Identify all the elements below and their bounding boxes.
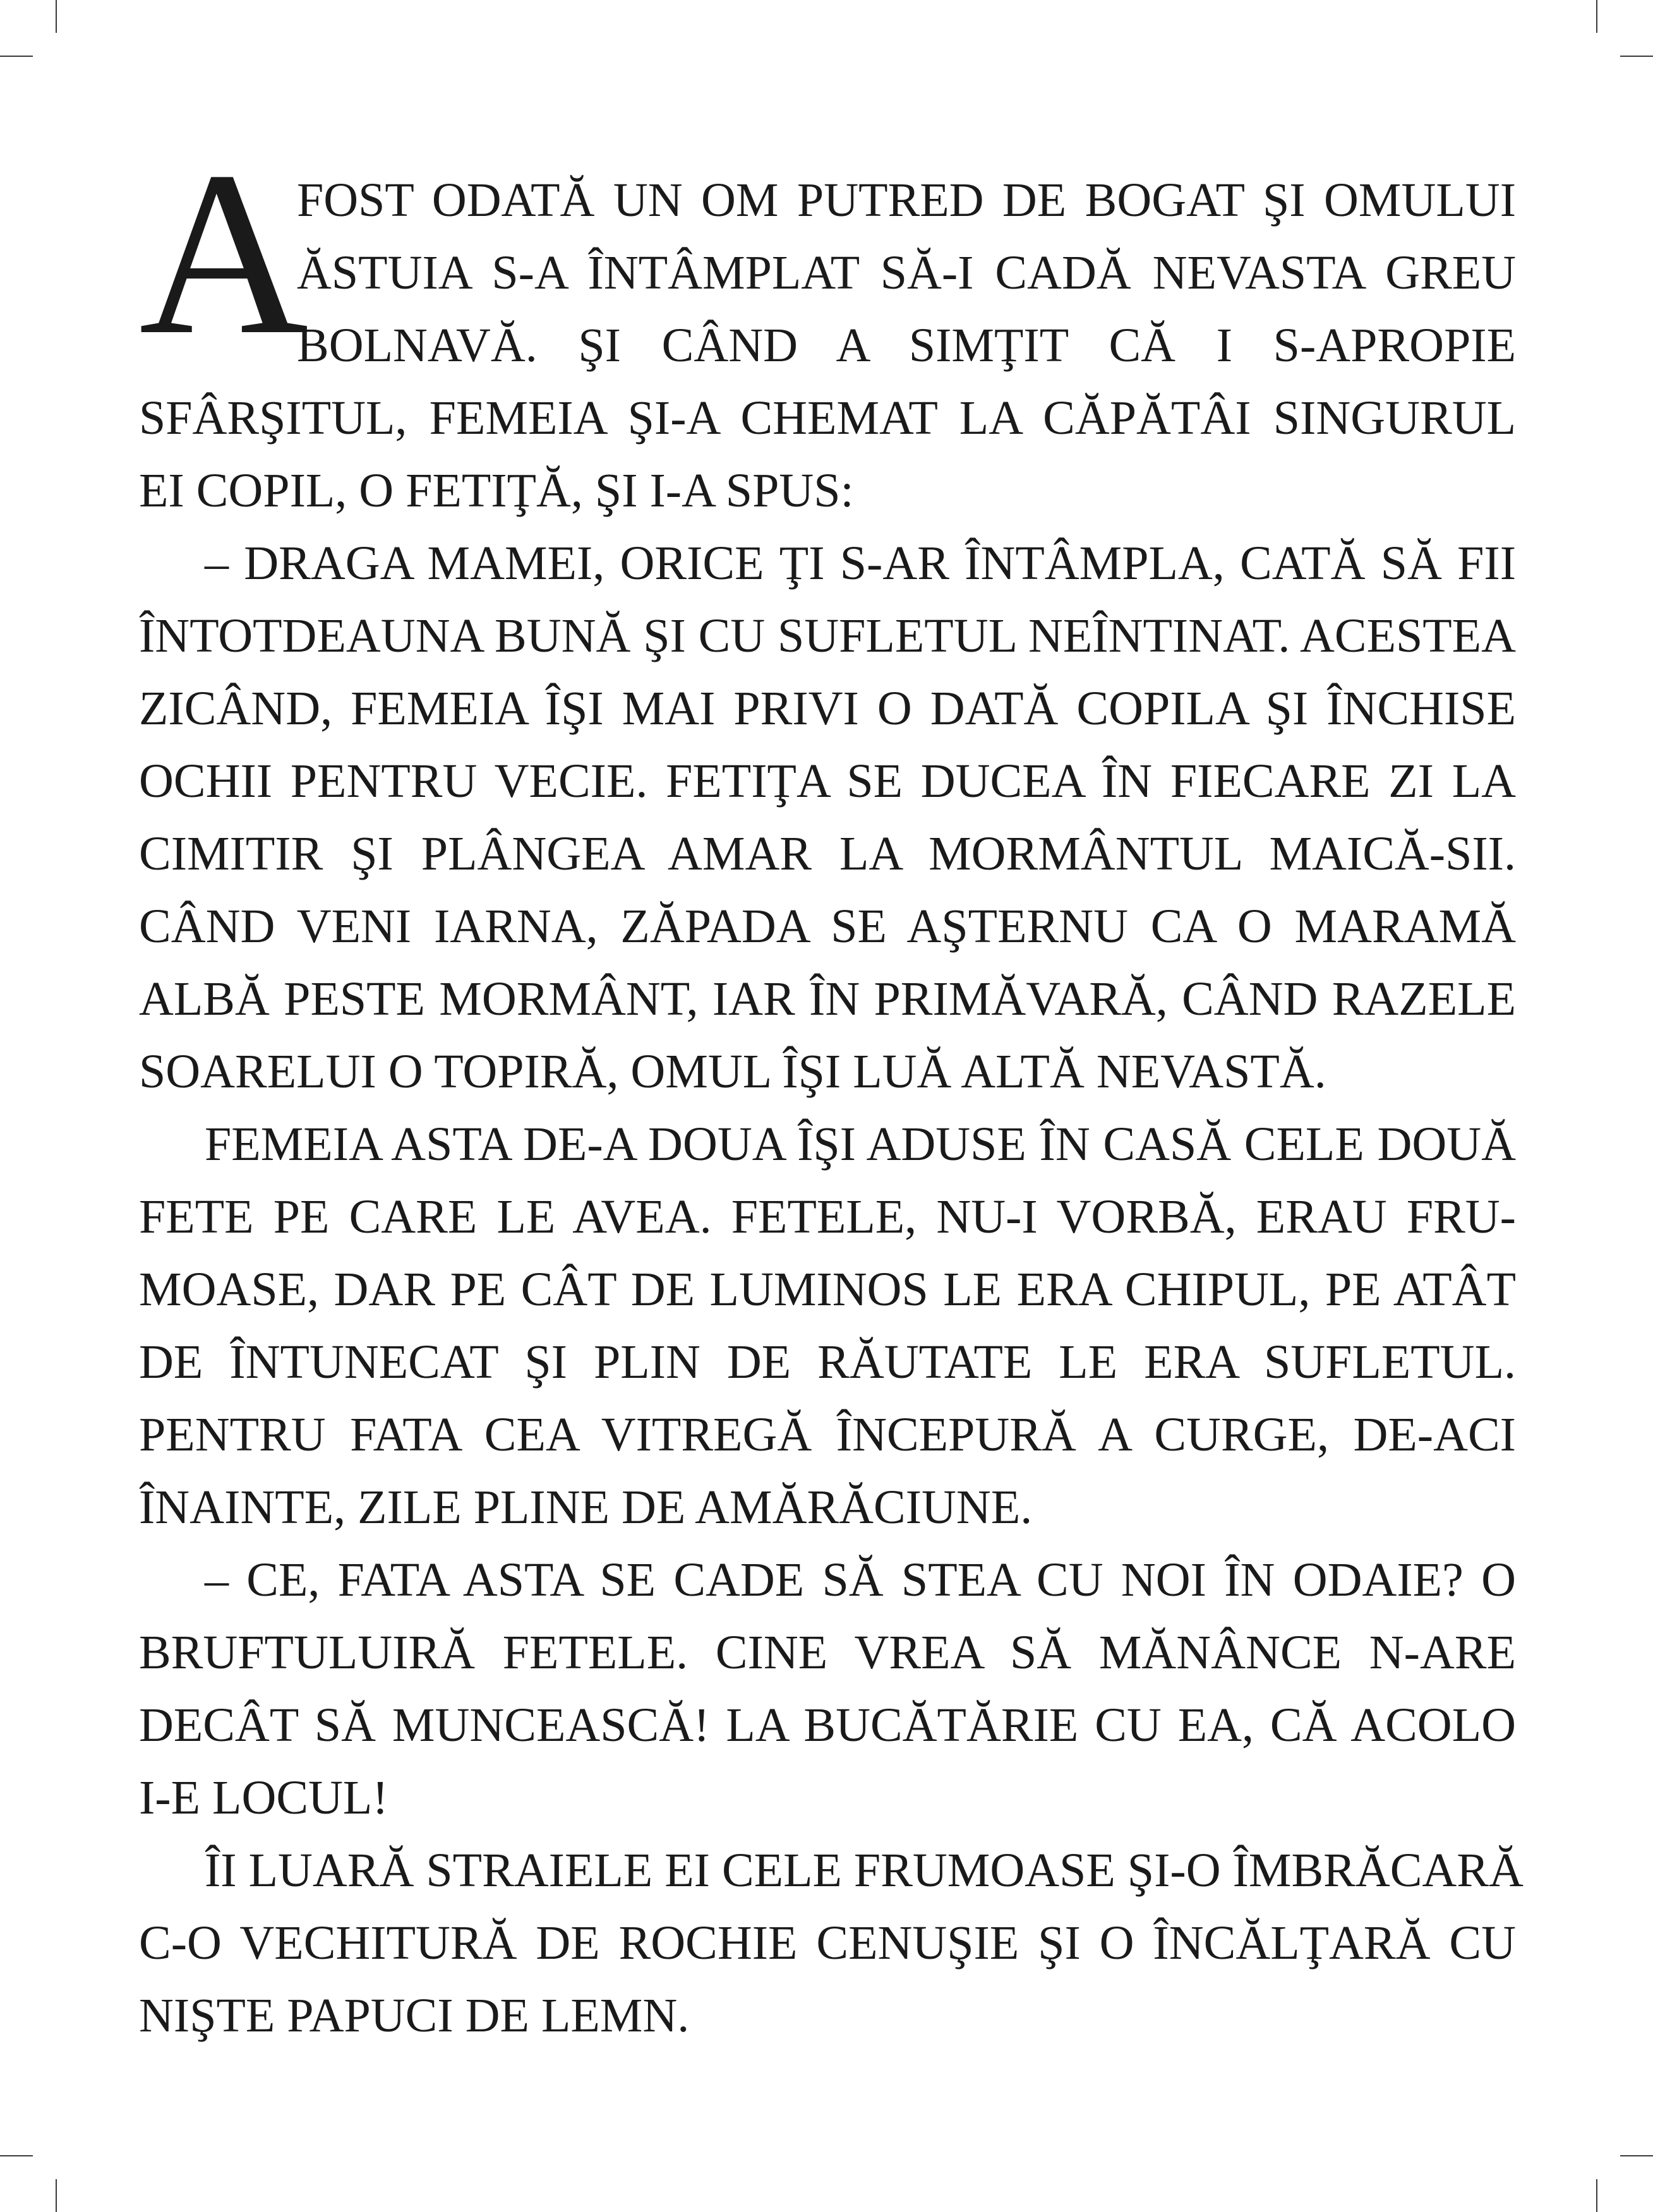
story-text — [139, 164, 1524, 2052]
text-line: MOASE, DAR PE CÂT DE LUMINOS LE ERA CHIPUL, PE ATÂT — [139, 1263, 1516, 1316]
text-line: ZICÂND, FEMEIA ÎŞI MAI PRIVI O DATĂ COPILA ŞI ÎNCHISE — [139, 682, 1516, 735]
crop-mark-top-right-v — [1596, 0, 1597, 33]
crop-mark-bottom-right-v — [1596, 2179, 1597, 2212]
crop-mark-bottom-right-h — [1620, 2155, 1653, 2156]
text-line: ÎI LUARĂ STRAIELE EI CELE FRUMOASE ŞI-O ÎMBRĂCARĂ — [205, 1844, 1524, 1897]
crop-mark-bottom-left-v — [56, 2179, 57, 2212]
text-line: FOST ODATĂ UN OM PUTRED DE BOGAT ŞI OMULUI — [297, 174, 1516, 227]
crop-mark-bottom-left-h — [0, 2155, 33, 2156]
drop-cap: A — [139, 124, 309, 383]
text-line: SFÂRŞITUL, FEMEIA ŞI-A CHEMAT LA CĂPĂTÂI SINGURUL — [139, 392, 1516, 445]
text-line: ALBĂ PESTE MORMÂNT, IAR ÎN PRIMĂVARĂ, CÂND RAZELE — [139, 972, 1516, 1025]
text-line: DECÂT SĂ MUNCEASCĂ! LA BUCĂTĂRIE CU EA, CĂ ACOLO — [139, 1699, 1516, 1752]
text-line: BOLNAVĂ. ŞI CÂND A SIMŢIT CĂ I S-APROPIE — [297, 319, 1516, 372]
text-line: NIŞTE PAPUCI DE LEMN. — [139, 1989, 690, 2042]
crop-mark-top-left-v — [56, 0, 57, 33]
text-line: PENTRU FATA CEA VITREGĂ ÎNCEPURĂ A CURGE, DE-ACI — [139, 1408, 1516, 1461]
text-line: BRUFTULUIRĂ FETELE. CINE VREA SĂ MĂNÂNCE N-ARE — [139, 1626, 1516, 1679]
text-line: CÂND VENI IARNA, ZĂPADA SE AŞTERNU CA O MARAMĂ — [139, 900, 1516, 953]
text-line: C-O VECHITURĂ DE ROCHIE CENUŞIE ŞI O ÎNCĂLŢARĂ CU — [139, 1916, 1516, 1970]
text-line: OCHII PENTRU VECIE. FETIŢA SE DUCEA ÎN FIECARE ZI LA — [139, 755, 1516, 808]
text-line: EI COPIL, O FETIŢĂ, ŞI I-A SPUS: — [139, 464, 854, 517]
text-line: FEMEIA ASTA DE-A DOUA ÎŞI ADUSE ÎN CASĂ CELE DOUĂ — [205, 1118, 1516, 1171]
text-line: CIMITIR ŞI PLÂNGEA AMAR LA MORMÂNTUL MAICĂ-SII. — [139, 827, 1516, 880]
crop-mark-top-left-h — [0, 56, 33, 57]
text-line: I-E LOCUL! — [139, 1771, 388, 1824]
text-line: FETE PE CARE LE AVEA. FETELE, NU-I VORBĂ, ERAU FRU- — [139, 1190, 1516, 1243]
text-line: SOARELUI O TOPIRĂ, OMUL ÎŞI LUĂ ALTĂ NEVASTĂ. — [139, 1045, 1326, 1098]
text-line: DE ÎNTUNECAT ŞI PLIN DE RĂUTATE LE ERA SUFLETUL. — [139, 1336, 1516, 1389]
text-line: – DRAGA MAMEI, ORICE ŢI S-AR ÎNTÂMPLA, CATĂ SĂ FII — [205, 537, 1516, 590]
text-line: ÎNTOTDEAUNA BUNĂ ŞI CU SUFLETUL NEÎNTINAT. ACESTEA — [139, 609, 1516, 662]
text-line: ÎNAINTE, ZILE PLINE DE AMĂRĂCIUNE. — [139, 1481, 1033, 1534]
text-line: – CE, FATA ASTA SE CADE SĂ STEA CU NOI ÎN ODAIE? O — [205, 1553, 1516, 1606]
crop-mark-top-right-h — [1620, 56, 1653, 57]
text-line: ĂSTUIA S-A ÎNTÂMPLAT SĂ-I CADĂ NEVASTA GREU — [297, 246, 1516, 299]
